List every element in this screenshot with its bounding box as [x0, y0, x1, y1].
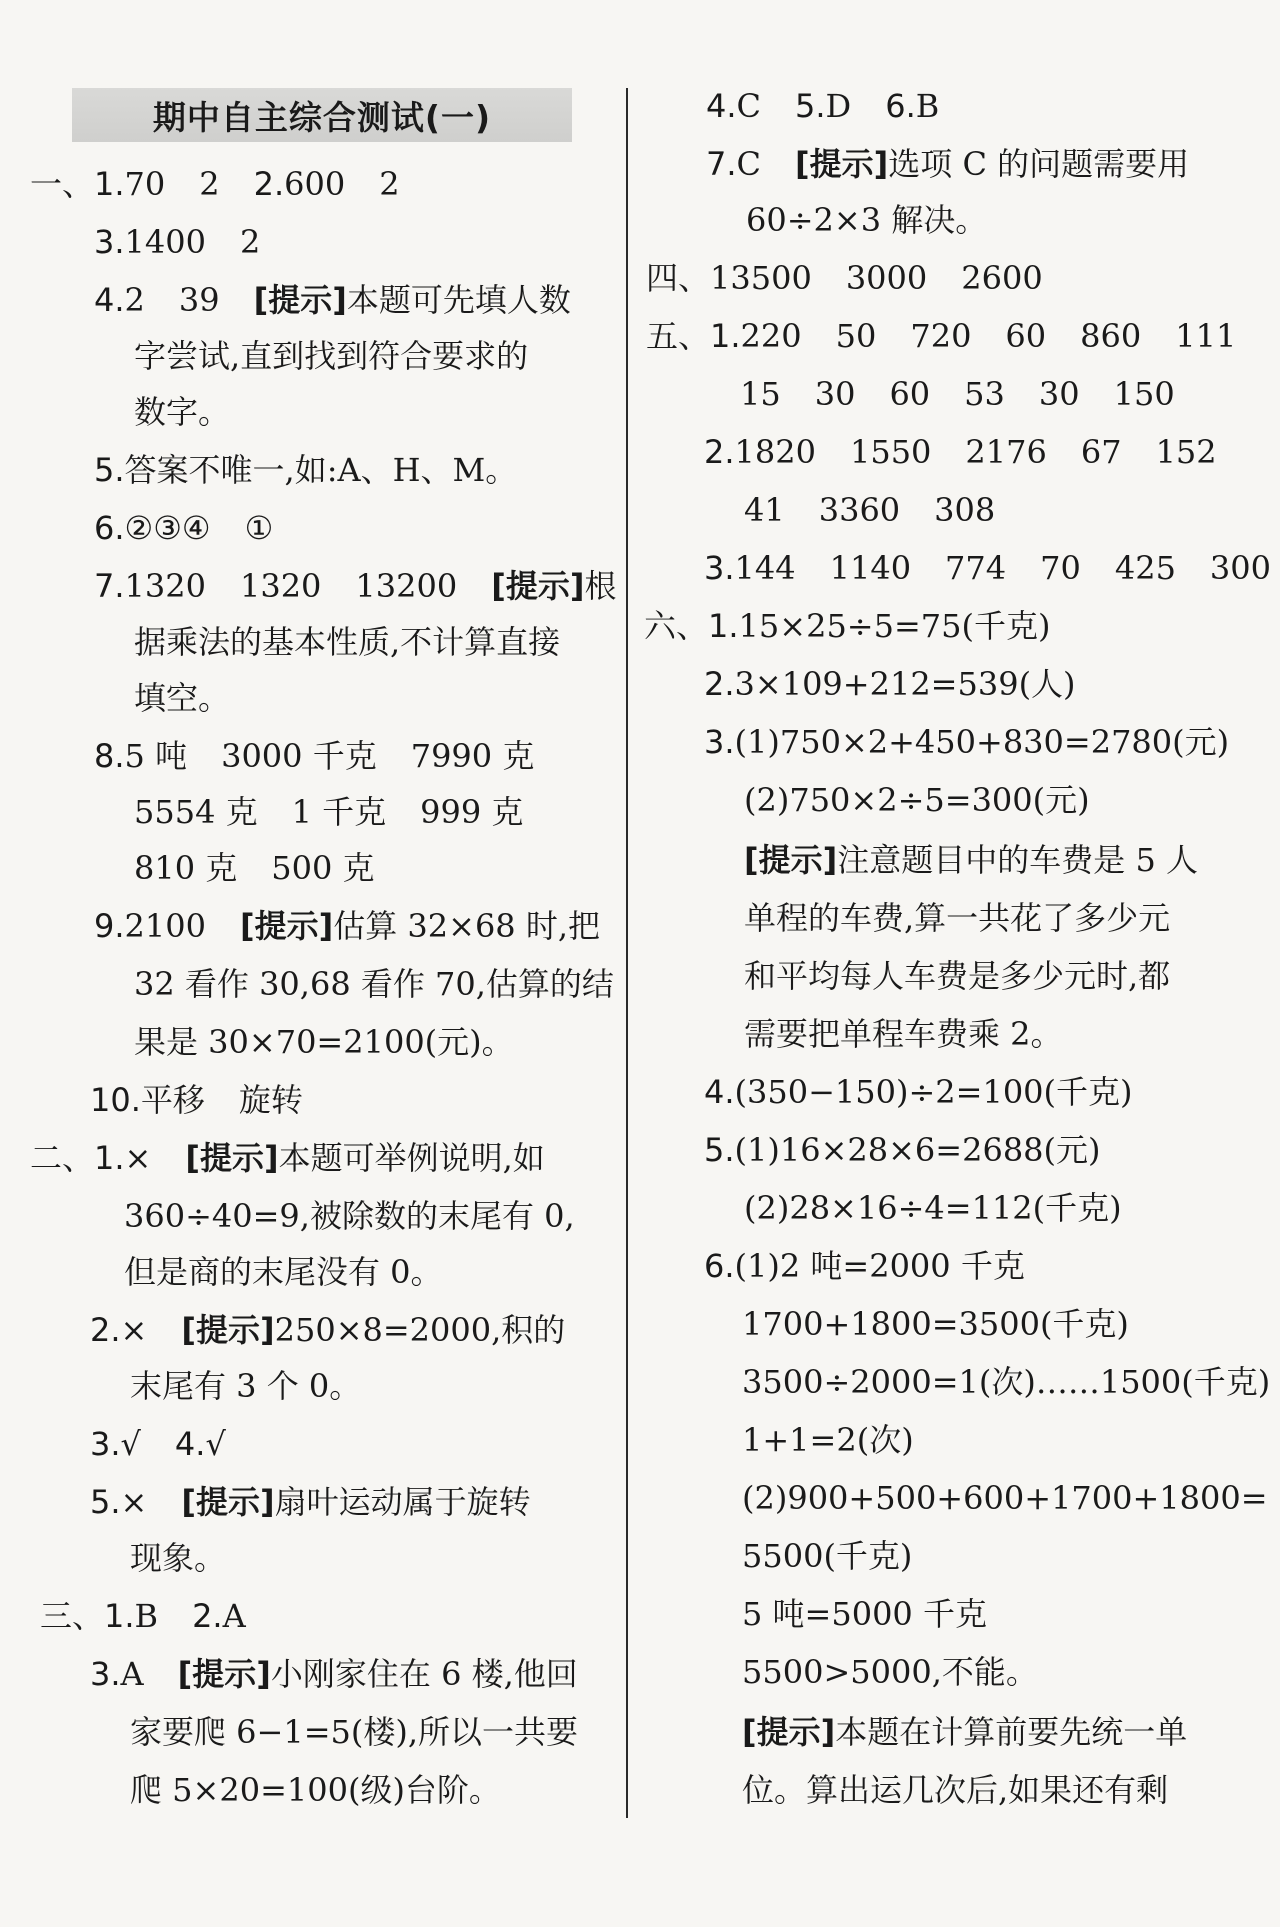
question-number: 1. — [94, 165, 125, 203]
answer-value: 999 克 — [420, 793, 524, 831]
s2-q2-line — [90, 1308, 565, 1352]
question-number: 2. — [704, 665, 735, 703]
answer-text: 5500>5000,不能。 — [742, 1653, 1038, 1691]
answer-value: 2176 — [965, 433, 1047, 471]
hint-text: 但是商的末尾没有 0。 — [124, 1253, 443, 1291]
answer-value: 13500 — [710, 259, 812, 297]
question-number: 3. — [704, 549, 735, 587]
answer-value: 860 — [1080, 317, 1142, 355]
section-label: 六、 — [644, 607, 709, 645]
answer-text: (2)750×2÷5=300(元) — [744, 781, 1090, 819]
answer-value: 2 — [124, 281, 145, 319]
answer-value: ②③④ — [124, 509, 211, 547]
answer-text: 5 吨=5000 千克 — [742, 1595, 987, 1633]
question-number: 1. — [708, 607, 739, 645]
question-number: 5. — [704, 1131, 735, 1169]
answer-value: 67 — [1080, 433, 1122, 471]
answer-value: 1140 — [829, 549, 912, 587]
answer-value: 60 — [889, 375, 931, 413]
answer-value: 600 — [284, 165, 346, 203]
answer-value: 2600 — [961, 259, 1043, 297]
section-label: 一、 — [30, 165, 95, 203]
s1-q1-2-line — [30, 162, 400, 206]
question-number: 10. — [90, 1081, 141, 1119]
hint-text: 注意题目中的车费是 5 人 — [837, 841, 1198, 879]
question-number: 3. — [94, 223, 125, 261]
question-number: 5. — [94, 451, 125, 489]
s1-q10-line — [90, 1078, 303, 1122]
answer-value: 53 — [964, 375, 1005, 413]
s1-q5-line — [94, 448, 517, 492]
answer-value: 平移 — [140, 1081, 205, 1119]
hint-text: 数字。 — [134, 393, 231, 431]
hint-text: 360÷40=9,被除数的末尾有 0, — [124, 1197, 575, 1235]
answer-value: 300 — [1209, 549, 1271, 587]
answer-value: 500 克 — [271, 849, 375, 887]
answer-text: (1)16×28×6=2688(元) — [734, 1131, 1101, 1169]
section-label: 五、 — [646, 317, 711, 355]
answer-value: A — [120, 1655, 144, 1693]
question-number: 5. — [795, 87, 826, 125]
answer-value: C — [736, 87, 762, 125]
s1-q8-line2 — [134, 790, 523, 834]
hint-text: 现象。 — [130, 1539, 227, 1577]
hint-label: [提示] — [181, 1311, 275, 1349]
s6-q6-hint-line — [742, 1710, 1187, 1754]
hint-label: [提示] — [239, 907, 334, 945]
hint-text: 本题在计算前要先统一单 — [835, 1713, 1188, 1751]
question-number: 1. — [104, 1597, 135, 1635]
answer-value: 2 — [199, 165, 220, 203]
answer-value: 3360 — [818, 491, 901, 529]
column-divider — [626, 88, 628, 1818]
hint-label: [提示] — [742, 1713, 836, 1751]
hint-text: 需要把单程车费乘 2。 — [744, 1015, 1063, 1053]
answer-value: 41 — [744, 491, 785, 529]
hint-label: [提示] — [253, 281, 347, 319]
s6-q6-line — [704, 1244, 1025, 1288]
answer-value: 7990 克 — [410, 737, 535, 775]
answer-text: 5500(千克) — [742, 1537, 913, 1575]
title-banner — [72, 88, 572, 142]
answer-value: 1400 — [124, 223, 206, 261]
question-number: 5. — [90, 1483, 121, 1521]
answer-value: 50 — [835, 317, 877, 355]
answer-value: ① — [244, 509, 274, 547]
answer-text: (2)900+500+600+1700+1800= — [742, 1479, 1268, 1517]
hint-text: 字尝试,直到找到符合要求的 — [134, 337, 529, 375]
section-label: 二、 — [30, 1139, 95, 1177]
check-mark: √ — [120, 1425, 141, 1463]
answer-value: 15 — [740, 375, 781, 413]
s3-q1-2-line — [40, 1594, 246, 1638]
s6-q4-line — [704, 1070, 1133, 1114]
hint-text: 根 — [584, 567, 617, 605]
answer-value: 774 — [945, 549, 1007, 587]
s1-q7-line — [94, 564, 616, 608]
question-number: 1. — [94, 1139, 125, 1177]
hint-label: [提示] — [491, 567, 585, 605]
s1-q8-line3 — [134, 846, 375, 890]
answer-text: (350−150)÷2=100(千克) — [734, 1073, 1133, 1111]
cross-mark: × — [124, 1139, 152, 1177]
s1-q9-line — [94, 904, 600, 948]
answer-text: 3×109+212=539(人) — [734, 665, 1076, 703]
answer-value: 1550 — [849, 433, 932, 471]
r-q4-6-line — [706, 84, 939, 128]
hint-text: 据乘法的基本性质,不计算直接 — [134, 623, 561, 661]
cross-mark: × — [120, 1311, 148, 1349]
answer-value: D — [825, 87, 852, 125]
answer-value: 30 — [814, 375, 856, 413]
hint-text: 本题可先填人数 — [346, 281, 571, 319]
question-number: 3. — [90, 1655, 121, 1693]
answer-value: 5 吨 — [124, 737, 188, 775]
answer-text: (2)28×16÷4=112(千克) — [744, 1189, 1122, 1227]
answer-text: 1700+1800=3500(千克) — [742, 1305, 1129, 1343]
s5-q2-line — [704, 430, 1217, 474]
s3-q3-line — [90, 1652, 578, 1696]
s5-q3-line — [704, 546, 1271, 590]
question-number: 1. — [710, 317, 741, 355]
hint-label: [提示] — [185, 1139, 279, 1177]
answer-value: 3000 — [845, 259, 928, 297]
question-number: 4. — [704, 1073, 735, 1111]
hint-text: 估算 32×68 时,把 — [333, 907, 601, 945]
s2-q5-line — [90, 1480, 531, 1524]
hint-text: 末尾有 3 个 0。 — [130, 1367, 362, 1405]
answer-value: 810 克 — [134, 849, 238, 887]
question-number: 2. — [253, 165, 285, 203]
answer-value: 60 — [1005, 317, 1047, 355]
hint-label: [提示] — [177, 1655, 271, 1693]
question-number: 3. — [704, 723, 735, 761]
hint-text: 选项 C 的问题需要用 — [888, 145, 1190, 183]
question-number: 9. — [94, 907, 125, 945]
answer-value: 1320 — [239, 567, 322, 605]
question-number: 7. — [706, 145, 737, 183]
section-label: 四、 — [646, 259, 711, 297]
answer-value: 39 — [178, 281, 220, 319]
s2-q1-line — [30, 1136, 545, 1180]
answer-value: 2100 — [124, 907, 206, 945]
answer-value: A — [222, 1597, 246, 1635]
answer-value: 旋转 — [238, 1081, 303, 1119]
s6-q3-line — [704, 720, 1229, 764]
hint-text: 250×8=2000,积的 — [274, 1311, 566, 1349]
hint-label: [提示] — [744, 841, 838, 879]
answer-value: C — [736, 145, 762, 183]
hint-text: 位。算出运几次后,如果还有剩 — [742, 1771, 1169, 1809]
answer-value: 220 — [740, 317, 802, 355]
r-q7-line — [706, 142, 1189, 186]
question-number: 6. — [94, 509, 125, 547]
question-number: 4. — [706, 87, 737, 125]
answer-value: 5554 克 — [134, 793, 258, 831]
s5-q1-line — [646, 314, 1236, 358]
s6-q1-line — [644, 604, 1050, 648]
answer-text: (1)750×2+450+830=2780(元) — [734, 723, 1230, 761]
question-number: 8. — [94, 737, 125, 775]
hint-label: [提示] — [181, 1483, 275, 1521]
question-number: 4. — [174, 1425, 206, 1463]
question-number: 2. — [192, 1597, 223, 1635]
answer-value: 2 — [239, 223, 261, 261]
hint-text: 爬 5×20=100(级)台阶。 — [130, 1771, 501, 1809]
s5-q1-line2 — [740, 372, 1175, 416]
section-label: 三、 — [40, 1597, 105, 1635]
answer-value: 144 — [734, 549, 796, 587]
answer-value: 1820 — [734, 433, 816, 471]
answer-text: 3500÷2000=1(次)……1500(千克) — [742, 1363, 1271, 1401]
hint-text: 果是 30×70=2100(元)。 — [134, 1023, 514, 1061]
answer-value: 720 — [910, 317, 972, 355]
hint-text: 填空。 — [134, 679, 231, 717]
hint-label: [提示] — [795, 145, 889, 183]
s1-q8-line — [94, 734, 534, 778]
answer-value: B — [915, 87, 940, 125]
hint-text: 扇叶运动属于旋转 — [274, 1483, 531, 1521]
answer-value: 1 千克 — [291, 793, 387, 831]
s2-q3-4-line — [90, 1422, 226, 1466]
question-number: 6. — [885, 87, 916, 125]
answer-value: 425 — [1114, 549, 1176, 587]
answer-value: 152 — [1155, 433, 1217, 471]
hint-text: 32 看作 30,68 看作 70,估算的结 — [134, 965, 614, 1003]
s4-line — [646, 256, 1043, 300]
answer-text: 15×25÷5=75(千克) — [738, 607, 1051, 645]
check-mark: √ — [205, 1425, 226, 1463]
cross-mark: × — [120, 1483, 148, 1521]
s6-q3-hint-line — [744, 838, 1198, 882]
hint-text: 单程的车费,算一共花了多少元 — [744, 899, 1171, 937]
hint-text: 本题可举例说明,如 — [278, 1139, 545, 1177]
s1-q6-line — [94, 506, 273, 550]
answer-value: 3000 千克 — [221, 737, 377, 775]
answer-value: 1320 — [124, 567, 206, 605]
hint-text: 和平均每人车费是多少元时,都 — [744, 957, 1171, 995]
answer-value: 308 — [934, 491, 996, 529]
s6-q2-line — [704, 662, 1076, 706]
question-number: 4. — [94, 281, 125, 319]
question-number: 7. — [94, 567, 125, 605]
page-title: 期中自主综合测试(一) — [152, 97, 492, 137]
question-number: 2. — [704, 433, 735, 471]
answer-value: 13200 — [355, 567, 458, 605]
s1-q4-line — [94, 278, 571, 322]
answer-value: 30 — [1038, 375, 1080, 413]
answer-value: 111 — [1175, 317, 1237, 355]
hint-text: 小刚家住在 6 楼,他回 — [270, 1655, 578, 1693]
answer-text: (1)2 吨=2000 千克 — [734, 1247, 1025, 1285]
s5-q2-line2 — [744, 488, 995, 532]
answer-text: 答案不唯一,如:A、H、M。 — [124, 451, 518, 489]
hint-text: 60÷2×3 解决。 — [746, 201, 988, 239]
answer-value: 70 — [1040, 549, 1081, 587]
hint-text: 家要爬 6−1=5(楼),所以一共要 — [130, 1713, 579, 1751]
question-number: 6. — [704, 1247, 735, 1285]
question-number: 3. — [90, 1425, 121, 1463]
answer-value: B — [134, 1597, 159, 1635]
answer-value: 150 — [1113, 375, 1175, 413]
answer-value: 70 — [124, 165, 166, 203]
question-number: 2. — [90, 1311, 121, 1349]
answer-value: 2 — [379, 165, 400, 203]
answer-text: 1+1=2(次) — [742, 1421, 914, 1459]
s1-q3-line — [94, 220, 260, 264]
s6-q5-line — [704, 1128, 1101, 1172]
